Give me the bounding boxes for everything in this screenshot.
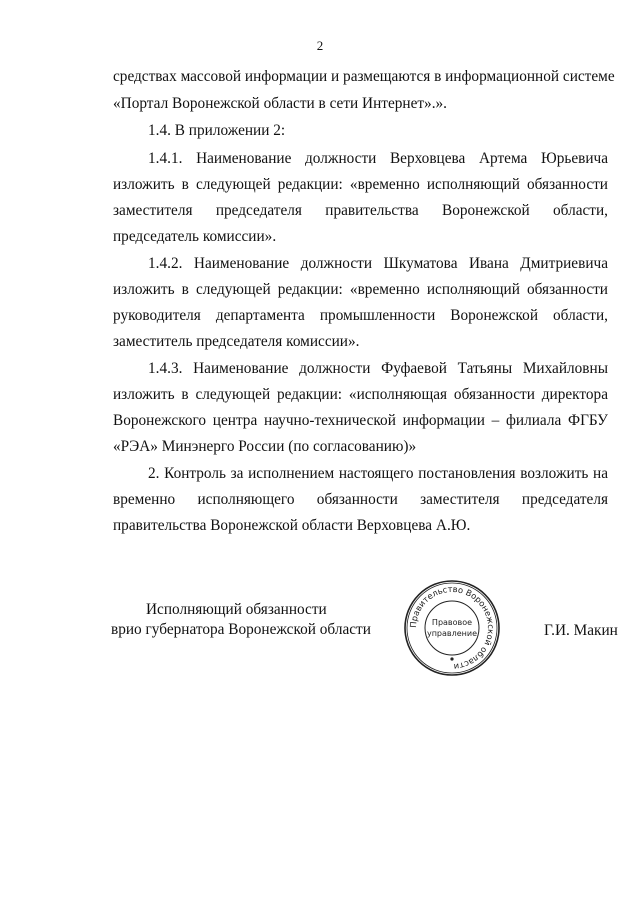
stamp-dot-icon (450, 657, 453, 660)
signatory-title-line2: врио губернатора Воронежской области (111, 621, 371, 638)
body-line: 1.4.1. Наименование должности Верховцева Артема Юрьевича (148, 150, 608, 167)
body-line: заместителя председателя правительства Воронежской области, (113, 202, 608, 219)
signatory-name: Г.И. Макин (544, 622, 618, 639)
body-line: 1.4.3. Наименование должности Фуфаевой Татьяны Михайловны (148, 360, 608, 377)
body-line: Воронежского центра научно-технической информации – филиала ФГБУ (113, 412, 608, 429)
body-line: 2. Контроль за исполнением настоящего постановления возложить на (148, 465, 608, 482)
body-line: руководителя департамента промышленности Воронежской области, (113, 307, 608, 324)
body-line: средствах массовой информации и размещаются в информационной системе (113, 68, 615, 85)
body-line: 1.4.2. Наименование должности Шкуматова Ивана Дмитриевича (148, 255, 608, 272)
body-line: председатель комиссии». (113, 228, 277, 245)
stamp-center-line1: Правовое (431, 618, 473, 627)
body-line: заместитель председателя комиссии». (113, 333, 360, 350)
body-line: изложить в следующей редакции: «временно исполняющий обязанности (113, 176, 608, 193)
body-line: правительства Воронежской области Верховцева А.Ю. (113, 517, 471, 534)
signatory-title-line1: Исполняющий обязанности (146, 601, 327, 618)
body-line: «РЭА» Минэнерго России (по согласованию)» (113, 438, 417, 455)
body-line: временно исполняющего обязанности заместителя председателя (113, 491, 608, 508)
body-line: «Портал Воронежской области в сети Интернет».». (113, 95, 447, 112)
stamp-seal (402, 578, 502, 678)
body-line: изложить в следующей редакции: «временно исполняющий обязанности (113, 281, 608, 298)
list-item-heading: 1.4. В приложении 2: (148, 122, 286, 139)
body-line: изложить в следующей редакции: «исполняющая обязанности директора (113, 386, 608, 403)
stamp-ring-text: Правительство Воронежской области (407, 583, 497, 673)
page-number: 2 (316, 38, 324, 53)
stamp-center-line2: управление (426, 629, 478, 638)
